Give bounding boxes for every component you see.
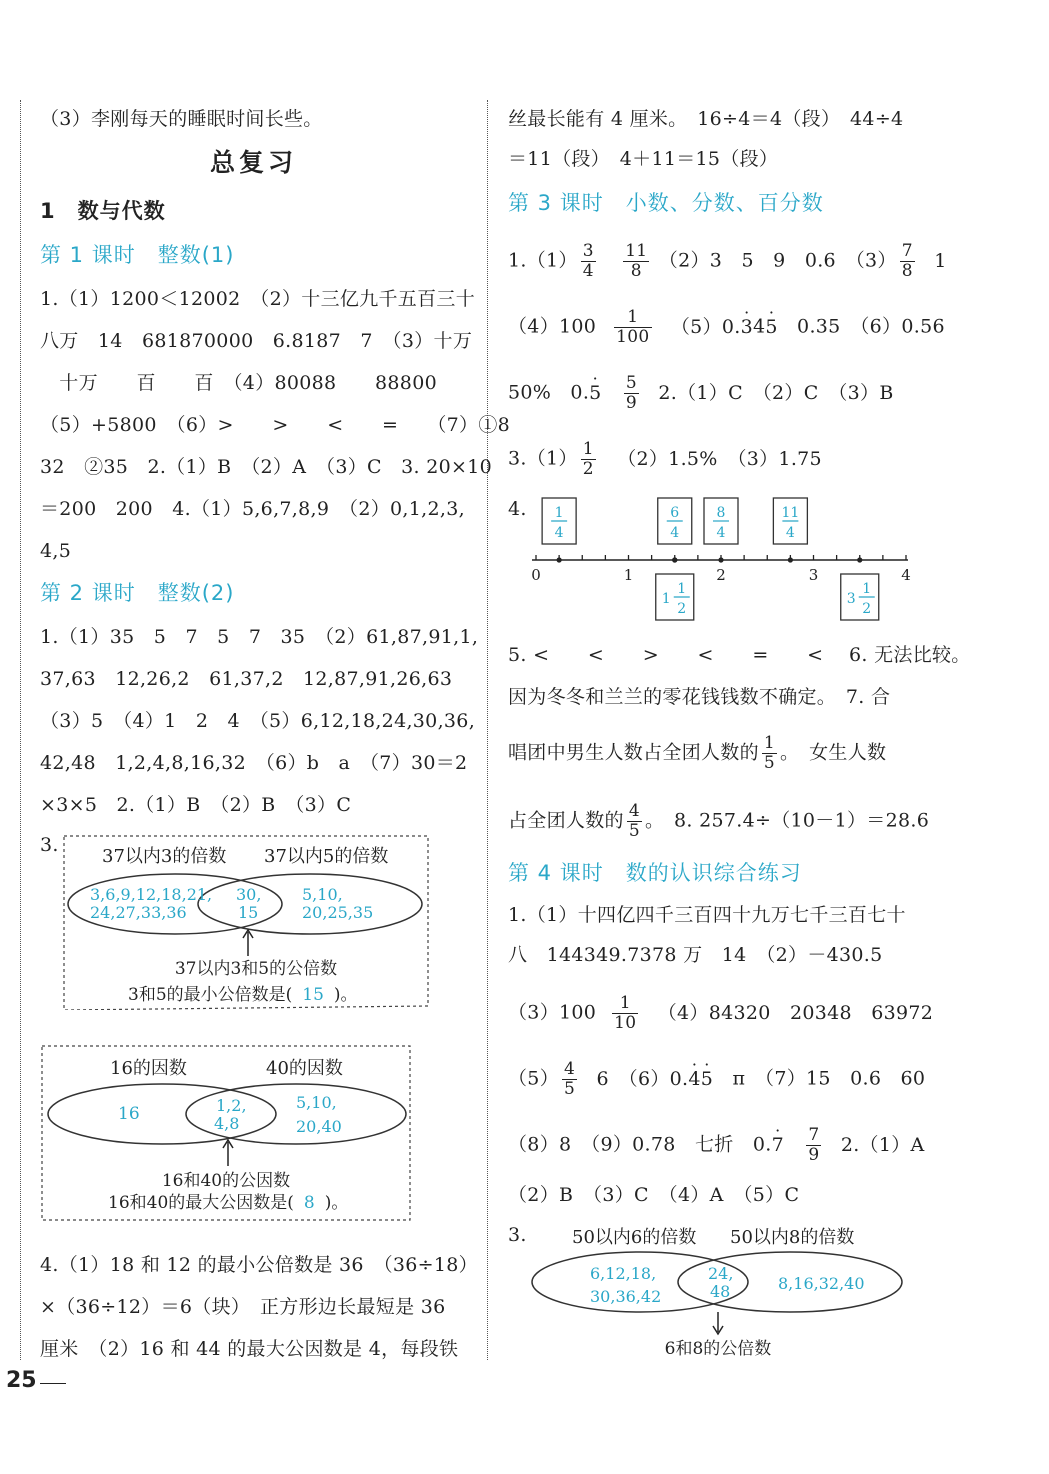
answer-line: （5） $\frac{4}{5}$ 6 （6）0.· 4· 5 π （7）15 0.6 60 xyxy=(508,1060,925,1099)
venn-caption: 37以内3和5的公倍数 xyxy=(174,959,338,979)
fraction: $\frac{1}{10}$ xyxy=(614,993,637,1033)
answer-line: 厘米 （2）16 和 44 的最大公因数是 4，每段铁 xyxy=(40,1338,459,1360)
fraction-numerator: 1 xyxy=(554,505,564,521)
fraction: $\frac{11}{8}$ xyxy=(625,241,648,281)
venn-only-right: 20,40 xyxy=(296,1117,342,1136)
venn-common: 48 xyxy=(710,1282,731,1301)
venn-diagram-multiples-6-8 xyxy=(528,1216,908,1366)
answer-line: 十万 百 百 （4）80088 88800 xyxy=(40,372,437,394)
answer-line: 占全团人数的 $\frac{4}{5}$ 。 8. 257.4÷（10－1）＝28.6 xyxy=(508,801,930,841)
answer-line: ＝11（段） 4＋11＝15（段） xyxy=(508,148,779,170)
venn-caption: 16和40的公因数 xyxy=(161,1171,291,1191)
answer-line: 4,5 xyxy=(40,540,72,562)
number-line-label: 4 xyxy=(901,566,911,584)
question-number: 4. xyxy=(508,498,527,520)
column-divider xyxy=(487,100,488,1360)
page-number-dash xyxy=(40,1383,66,1384)
venn-only-left: 16 xyxy=(118,1104,140,1124)
fraction: $\frac{1}{2}$ xyxy=(582,439,594,479)
previous-answer-line: （3）李刚每天的睡眠时间长些。 xyxy=(40,108,323,130)
set-label-right: 37以内5的倍数 xyxy=(264,846,389,867)
answer-line: 4.（1）18 和 12 的最小公倍数是 36 （36÷18） xyxy=(40,1254,478,1276)
fraction-denominator: 4 xyxy=(670,525,680,541)
number-line-point xyxy=(857,557,862,562)
fraction-denominator: 2 xyxy=(862,601,872,617)
venn-diagram-factors-16-40 xyxy=(40,1044,412,1224)
fraction: $\frac{1}{5}$ xyxy=(763,733,776,773)
venn-only-left: 30,36,42 xyxy=(590,1287,662,1306)
fraction-numerator: 6 xyxy=(670,505,680,521)
question-number: 3. xyxy=(508,1224,527,1246)
set-label-left: 37以内3的倍数 xyxy=(102,846,227,867)
fraction-numerator: 8 xyxy=(716,505,726,521)
answer-line: 1.（1） $\frac{3}{4}$ $\frac{11}{8}$ （2）3 5 9 0.6 （3） $\frac{7}{8}$ 1 xyxy=(508,241,947,281)
fraction: $\frac{1}{100}$ xyxy=(616,307,650,347)
page-title: 总复习 xyxy=(210,148,298,177)
venn-common: 4,8 xyxy=(214,1114,240,1133)
answer-line: 50% 0.· 5 $\frac{5}{9}$ 2.（1）C （2）C （3）B xyxy=(508,374,894,413)
fraction-numerator: 1 xyxy=(677,581,687,597)
answer-line: 32 ②35 2.（1）B （2）A （3）C 3. 20×10 xyxy=(40,456,493,478)
venn-caption: 6和8的公倍数 xyxy=(664,1339,772,1359)
number-line-point xyxy=(557,557,562,562)
number-line-label: 0 xyxy=(531,566,541,584)
answer-line: 丝最长能有 4 厘米。 16÷4＝4（段） 44÷4 xyxy=(508,108,904,130)
fraction: $\frac{3}{4}$ xyxy=(582,241,594,281)
venn-only-left: 24,27,33,36 xyxy=(90,903,187,922)
venn-common: 1,2, xyxy=(216,1096,247,1115)
fraction: $\frac{7}{9}$ xyxy=(808,1125,820,1165)
answer-line: 1.（1）十四亿四千三百四十九万七千三百七十 xyxy=(508,904,906,926)
answer-line: 42,48 1,2,4,8,16,32 （6）b a （7）30＝2 xyxy=(40,752,468,774)
set-label-right: 40的因数 xyxy=(266,1058,343,1079)
venn-common: 15 xyxy=(238,903,259,922)
venn-only-right: 8,16,32,40 xyxy=(778,1274,865,1293)
answer-line: 因为冬冬和兰兰的零花钱钱数不确定。 7. 合 xyxy=(508,686,891,708)
fraction-denominator: 2 xyxy=(677,601,687,617)
answer-line: （3）5 （4）1 2 4 （5）6,12,18,24,30,36, xyxy=(40,710,476,732)
number-line-label: 1 xyxy=(623,566,634,584)
fraction-denominator: 4 xyxy=(785,525,795,541)
set-label-right: 50以内8的倍数 xyxy=(730,1227,855,1248)
answer-line: ×（36÷12）＝6（块） 正方形边长最短是 36 xyxy=(40,1296,446,1318)
venn-diagram-multiples-3-5 xyxy=(60,834,432,1010)
answer-line: （2）B （3）C （4）A （5）C xyxy=(508,1184,800,1206)
fraction-whole: 1 xyxy=(661,591,671,607)
venn-answer-text: 16和40的最大公因数是( 8 )。 xyxy=(108,1193,349,1213)
fraction: $\frac{4}{5}$ xyxy=(564,1059,576,1099)
number-line-point xyxy=(788,557,793,562)
answer-line: 37,63 12,26,2 61,37,2 12,87,91,26,63 xyxy=(40,668,453,690)
venn-only-right: 5,10, xyxy=(302,885,343,904)
answer-line: （3）100 $\frac{1}{10}$ （4）84320 20348 63972 xyxy=(508,993,934,1033)
answer-line: （8）8 （9）0.78 七折 0.· 7 $\frac{7}{9}$ 2.（1）A xyxy=(508,1126,925,1165)
section-heading-lesson-3: 第 3 课时 小数、分数、百分数 xyxy=(508,191,824,215)
fraction-numerator: 11 xyxy=(781,505,800,521)
set-label-left: 16的因数 xyxy=(110,1058,187,1079)
section-heading-lesson-1: 第 1 课时 整数(1) xyxy=(40,243,235,267)
number-line-point xyxy=(718,557,723,562)
answer-line: ＝200 200 4.（1）5,6,7,8,9 （2）0,1,2,3, xyxy=(40,498,465,520)
page-number: 25 xyxy=(6,1368,37,1393)
venn-answer-text: 3和5的最小公倍数是( 15 )。 xyxy=(128,985,358,1005)
answer-line: 八 144349.7378 万 14 （2）－430.5 xyxy=(508,944,883,966)
fraction: $\frac{7}{8}$ xyxy=(901,241,913,281)
venn-only-right: 20,25,35 xyxy=(302,903,374,922)
fraction-numerator: 1 xyxy=(862,581,872,597)
answer-line: 1.（1）35 5 7 5 7 35 （2）61,87,91,1, xyxy=(40,626,479,648)
set-label-left: 50以内6的倍数 xyxy=(572,1227,697,1248)
number-line-label: 2 xyxy=(716,566,726,584)
venn-common: 30, xyxy=(236,885,262,904)
fraction: $\frac{5}{9}$ xyxy=(625,373,638,413)
unit-heading: 1 数与代数 xyxy=(40,199,166,223)
fraction-whole: 3 xyxy=(846,591,856,607)
answer-line: 3.（1） $\frac{1}{2}$ （2）1.5% （3）1.75 xyxy=(508,439,822,479)
fraction: $\frac{4}{5}$ xyxy=(628,801,640,841)
number-line-label: 3 xyxy=(808,566,819,584)
number-line-figure xyxy=(528,496,928,628)
venn-common: 24, xyxy=(708,1264,734,1283)
section-heading-lesson-2: 第 2 课时 整数(2) xyxy=(40,581,235,605)
answer-line: 唱团中男生人数占全团人数的 $\frac{1}{5}$ 。 女生人数 xyxy=(508,733,887,773)
answer-line: （4）100 $\frac{1}{100}$ （5）0.· 34· 5 0.35 （6）0.56 xyxy=(508,308,945,347)
answer-line: 1.（1）1200＜12002 （2）十三亿九千五百三十 xyxy=(40,288,476,310)
section-heading-lesson-4: 第 4 课时 数的认识综合练习 xyxy=(508,861,802,885)
left-margin-divider xyxy=(20,100,21,1360)
fraction-denominator: 4 xyxy=(716,525,726,541)
answer-line: 5. < < > < = < 6. 无法比较。 xyxy=(508,644,971,666)
answer-line: （5）+5800 （6）> > < = （7）①8 xyxy=(40,414,511,436)
fraction-denominator: 4 xyxy=(554,525,564,541)
answer-line: 八万 14 681870000 6.8187 7 （3）十万 xyxy=(40,330,473,352)
number-line-boxes xyxy=(542,498,879,620)
venn-only-right: 5,10, xyxy=(296,1093,337,1112)
number-line-point xyxy=(672,557,677,562)
venn-only-left: 6,12,18, xyxy=(590,1264,657,1283)
venn-only-left: 3,6,9,12,18,21, xyxy=(90,885,213,904)
question-number: 3. xyxy=(40,834,59,856)
answer-line: ×3×5 2.（1）B （2）B （3）C xyxy=(40,794,352,816)
